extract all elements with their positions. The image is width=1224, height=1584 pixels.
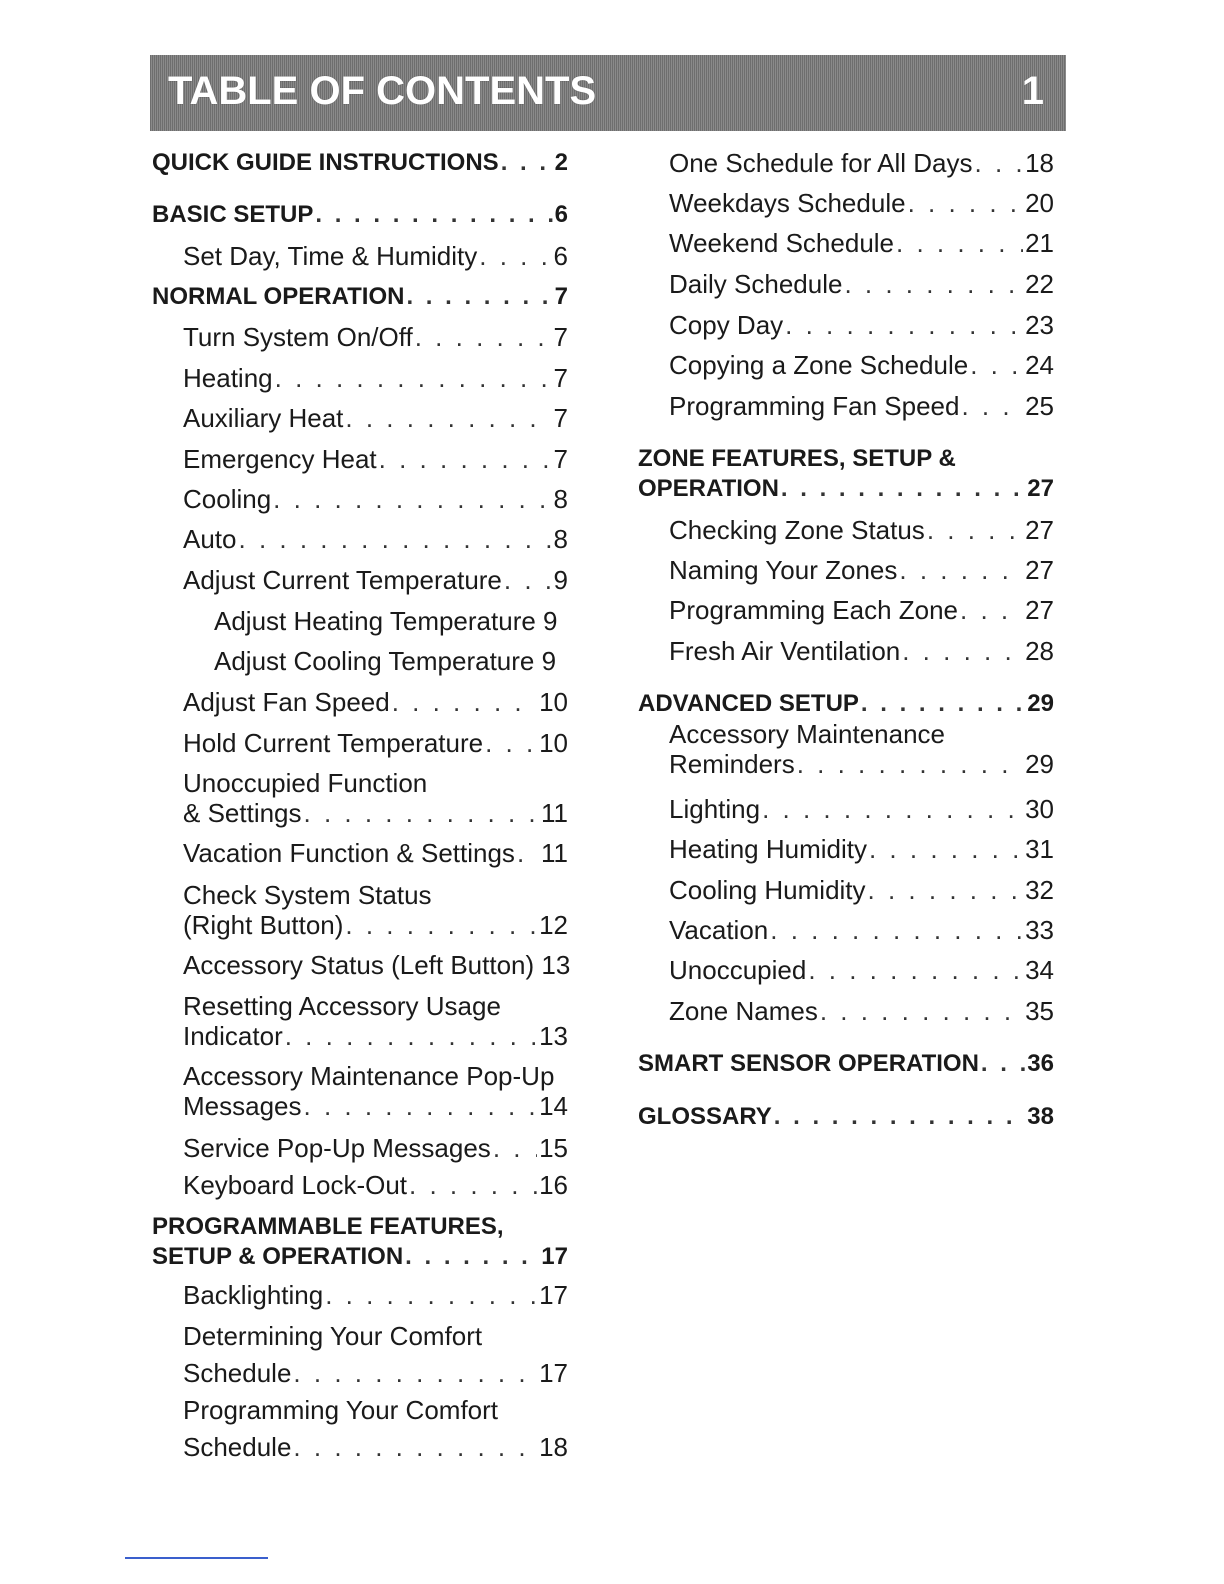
- toc-entry-title: Messages: [183, 1091, 302, 1121]
- toc-entry-line: [183, 910, 568, 940]
- toc-entry-line: [638, 444, 1054, 474]
- dot-leader: [975, 148, 1024, 178]
- toc-entry: [638, 228, 1054, 258]
- dot-leader: [285, 1021, 537, 1051]
- toc-entry-line: [638, 689, 1054, 719]
- toc-entry-title: Adjust Heating Temperature 9: [214, 606, 558, 636]
- toc-entry-title: Emergency Heat: [183, 444, 377, 474]
- toc-entry-line: [183, 322, 568, 352]
- dot-leader: [479, 241, 551, 271]
- toc-entry-page: 6: [554, 201, 568, 228]
- toc-entry-page: 27: [1025, 515, 1054, 545]
- dot-leader: [517, 838, 539, 868]
- dot-leader: [406, 282, 552, 312]
- dot-leader: [902, 636, 1023, 666]
- toc-entry-title: Cooling: [183, 484, 272, 514]
- toc-entry-page: 35: [1025, 996, 1054, 1026]
- dot-leader: [415, 322, 552, 352]
- toc-entry-title: Copy Day: [669, 310, 784, 340]
- toc-entry-line: [183, 798, 568, 828]
- toc-entry-line: [669, 915, 1054, 945]
- toc-entry-line: [669, 636, 1054, 666]
- toc-entry-title: SETUP & OPERATION: [152, 1243, 404, 1270]
- toc-entry-line: [669, 749, 1054, 779]
- toc-entry-title: Hold Current Temperature: [183, 728, 484, 758]
- toc-entry-line: [669, 834, 1054, 864]
- dot-leader: [820, 996, 1023, 1026]
- toc-entry: [638, 1049, 1054, 1079]
- toc-entry: [152, 484, 568, 514]
- page-title: TABLE OF CONTENTS: [168, 69, 597, 113]
- toc-entry-page: 11: [541, 838, 568, 868]
- dot-leader: [293, 1358, 537, 1388]
- dot-leader: [315, 200, 552, 230]
- toc-entry-page: 31: [1025, 834, 1054, 864]
- toc-entry-line: [669, 350, 1054, 380]
- dot-leader: [762, 794, 1023, 824]
- toc-entry: [638, 794, 1054, 824]
- dot-leader: [493, 1133, 537, 1163]
- dot-leader: [797, 749, 1023, 779]
- toc-entry: [152, 1358, 568, 1388]
- toc-entry: [152, 444, 568, 474]
- toc-entry-page: 17: [539, 1280, 568, 1310]
- toc-entry-title: Resetting Accessory Usage: [183, 991, 501, 1021]
- dot-leader: [304, 798, 539, 828]
- dot-leader: [961, 391, 1023, 421]
- dot-leader: [774, 1102, 1026, 1132]
- toc-entry-title: GLOSSARY: [638, 1103, 772, 1130]
- toc-entry-title: Programming Your Comfort: [183, 1395, 499, 1425]
- toc-entry: [152, 1170, 568, 1200]
- toc-entry-title: Vacation Function & Settings: [183, 838, 515, 868]
- toc-header-bar: [150, 55, 1066, 131]
- footer-rule: [125, 1557, 268, 1559]
- toc-entry-line: [183, 1021, 568, 1051]
- toc-entry-line: [669, 515, 1054, 545]
- toc-entry-page: 8: [553, 524, 568, 554]
- toc-entry-page: 36: [1027, 1050, 1054, 1077]
- dot-leader: [501, 148, 553, 178]
- toc-entry: [152, 148, 568, 178]
- toc-entry-title: (Right Button): [183, 910, 344, 940]
- toc-entry-title: OPERATION: [638, 475, 779, 502]
- toc-entry-title: & Settings: [183, 798, 302, 828]
- toc-entry: [152, 363, 568, 393]
- toc-entry-page: 8: [553, 484, 568, 514]
- toc-entry-title: Accessory Status (Left Button) 13: [183, 950, 571, 980]
- toc-entry-title: Keyboard Lock-Out: [183, 1170, 408, 1200]
- toc-entry: [152, 1061, 568, 1121]
- toc-entry-title: Daily Schedule: [669, 269, 843, 299]
- toc-entry-title: Service Pop-Up Messages: [183, 1133, 491, 1163]
- toc-entry: [152, 646, 568, 676]
- dot-leader: [869, 834, 1023, 864]
- toc-entry-line: [669, 269, 1054, 299]
- toc-entry: [152, 241, 568, 271]
- toc-entry: [638, 915, 1054, 945]
- toc-entry-line: [183, 1170, 568, 1200]
- toc-entry-title: Naming Your Zones: [669, 555, 898, 585]
- toc-entry: [152, 322, 568, 352]
- toc-entry-title: Auxiliary Heat: [183, 403, 344, 433]
- toc-entry-title: Auto: [183, 524, 237, 554]
- toc-entry: [152, 950, 571, 980]
- toc-entry-page: 27: [1027, 475, 1054, 502]
- toc-entry: [152, 991, 568, 1051]
- toc-entry-page: 32: [1025, 875, 1054, 905]
- toc-entry-title: Backlighting: [183, 1280, 324, 1310]
- toc-entry: [152, 524, 568, 554]
- toc-entry: [152, 1133, 568, 1163]
- toc-entry-line: [183, 991, 568, 1021]
- toc-entry-title: Reminders: [669, 749, 795, 779]
- dot-leader: [485, 728, 537, 758]
- toc-entry: [152, 1280, 568, 1310]
- toc-entry: [638, 996, 1054, 1026]
- toc-entry-line: [669, 595, 1054, 625]
- dot-leader: [899, 555, 1023, 585]
- toc-entry-page: 23: [1025, 310, 1054, 340]
- toc-entry-title: Zone Names: [669, 996, 818, 1026]
- toc-entry-title: Schedule: [183, 1432, 292, 1462]
- toc-entry: [638, 875, 1054, 905]
- toc-entry-line: [214, 606, 568, 636]
- toc-entry: [638, 188, 1054, 218]
- toc-entry: [638, 391, 1054, 421]
- toc-entry-line: [669, 719, 1054, 749]
- toc-entry-title: QUICK GUIDE INSTRUCTIONS: [152, 149, 499, 176]
- toc-entry-line: [183, 687, 568, 717]
- toc-entry-line: [183, 1358, 568, 1388]
- toc-entry-title: Adjust Cooling Temperature 9: [214, 646, 557, 676]
- toc-entry-title: Heating: [183, 363, 273, 393]
- toc-entry-page: 18: [539, 1432, 568, 1462]
- toc-entry: [152, 728, 568, 758]
- toc-entry-page: 18: [1025, 148, 1054, 178]
- toc-entry-page: 21: [1025, 228, 1054, 258]
- toc-entry-page: 10: [539, 728, 568, 758]
- toc-entry-title: Unoccupied: [669, 955, 807, 985]
- toc-entry: [152, 880, 568, 940]
- dot-leader: [785, 310, 1023, 340]
- toc-entry-line: [669, 555, 1054, 585]
- toc-entry-title: Programming Fan Speed: [669, 391, 960, 421]
- dot-leader: [770, 915, 1023, 945]
- toc-entry: [152, 1321, 568, 1351]
- dot-leader: [273, 484, 551, 514]
- toc-entry-line: [183, 1321, 568, 1351]
- toc-entry-title: Set Day, Time & Humidity: [183, 241, 478, 271]
- toc-entry-line: [669, 794, 1054, 824]
- toc-entry-title: Check System Status: [183, 880, 432, 910]
- toc-entry-line: [183, 484, 568, 514]
- toc-entry-line: [214, 646, 568, 676]
- toc-entry-line: [638, 1049, 1054, 1079]
- toc-entry-title: NORMAL OPERATION: [152, 283, 405, 310]
- dot-leader: [808, 955, 1023, 985]
- toc-entry-page: 2: [554, 149, 568, 176]
- dot-leader: [844, 269, 1023, 299]
- toc-entry: [638, 955, 1054, 985]
- dot-leader: [960, 595, 1023, 625]
- toc-entry-title: Checking Zone Status: [669, 515, 925, 545]
- toc-entry-title: Turn System On/Off: [183, 322, 413, 352]
- dot-leader: [908, 188, 1024, 218]
- toc-entry-title: Schedule: [183, 1358, 292, 1388]
- toc-entry-page: 27: [1025, 555, 1054, 585]
- toc-entry: [152, 768, 568, 828]
- toc-entry-title: Copying a Zone Schedule: [669, 350, 969, 380]
- toc-entry: [638, 310, 1054, 340]
- toc-entry-line: [669, 228, 1054, 258]
- toc-entry-page: 11: [541, 798, 568, 828]
- toc-entry-line: [669, 148, 1054, 178]
- toc-entry-page: 14: [539, 1091, 568, 1121]
- dot-leader: [970, 350, 1023, 380]
- dot-leader: [504, 565, 552, 595]
- dot-leader: [325, 1280, 537, 1310]
- toc-entry-line: [183, 1061, 568, 1091]
- toc-entry: [638, 1102, 1054, 1132]
- toc-entry-line: [669, 310, 1054, 340]
- toc-entry: [152, 1395, 568, 1425]
- toc-entry-line: [183, 241, 568, 271]
- toc-entry-line: [638, 474, 1054, 504]
- toc-entry: [152, 565, 568, 595]
- toc-entry-page: 10: [539, 687, 568, 717]
- toc-entry-title: One Schedule for All Days: [669, 148, 973, 178]
- toc-entry-title: Adjust Current Temperature: [183, 565, 502, 595]
- toc-entry-title: Determining Your Comfort: [183, 1321, 483, 1351]
- toc-entry: [152, 282, 568, 312]
- toc-entry-page: 20: [1025, 188, 1054, 218]
- toc-entry-page: 29: [1027, 690, 1054, 717]
- dot-leader: [861, 689, 1025, 719]
- toc-entry: [638, 444, 1054, 504]
- toc-entry: [152, 200, 568, 230]
- toc-entry-line: [183, 1395, 568, 1425]
- toc-entry-line: [183, 444, 568, 474]
- dot-leader: [405, 1242, 539, 1272]
- toc-entry-title: Indicator: [183, 1021, 283, 1051]
- toc-entry-title: Accessory Maintenance: [669, 719, 946, 749]
- toc-entry: [638, 595, 1054, 625]
- toc-entry-line: [152, 1212, 568, 1242]
- toc-entry-page: 15: [539, 1133, 568, 1163]
- dot-leader: [239, 524, 552, 554]
- dot-leader: [275, 363, 552, 393]
- toc-entry-line: [669, 875, 1054, 905]
- dot-leader: [781, 474, 1025, 504]
- toc-entry-line: [183, 1432, 568, 1462]
- toc-entry-page: 22: [1025, 269, 1054, 299]
- toc-entry-title: Adjust Fan Speed: [183, 687, 390, 717]
- toc-entry-line: [669, 391, 1054, 421]
- toc-entry: [638, 269, 1054, 299]
- dot-leader: [345, 910, 537, 940]
- toc-entry: [152, 1432, 568, 1462]
- dot-leader: [981, 1049, 1025, 1079]
- toc-entry-page: 7: [554, 283, 568, 310]
- toc-entry-line: [152, 200, 568, 230]
- dot-leader: [896, 228, 1023, 258]
- toc-entry-page: 27: [1025, 595, 1054, 625]
- toc-entry-line: [669, 955, 1054, 985]
- toc-entry-page: 9: [553, 565, 568, 595]
- toc-entry-page: 30: [1025, 794, 1054, 824]
- toc-entry-page: 6: [553, 241, 568, 271]
- toc-entry-title: Fresh Air Ventilation: [669, 636, 901, 666]
- toc-entry-line: [183, 403, 568, 433]
- dot-leader: [293, 1432, 537, 1462]
- toc-entry-line: [669, 996, 1054, 1026]
- toc-entry-page: 17: [539, 1358, 568, 1388]
- toc-entry: [152, 687, 568, 717]
- toc-entry: [638, 515, 1054, 545]
- page-number: 1: [1021, 69, 1044, 113]
- toc-entry: [638, 636, 1054, 666]
- toc-entry-page: 29: [1025, 749, 1054, 779]
- toc-entry-page: 7: [553, 322, 568, 352]
- toc-entry-line: [183, 950, 571, 980]
- toc-entry-title: ZONE FEATURES, SETUP &: [638, 445, 956, 472]
- toc-entry-page: 7: [553, 363, 568, 393]
- toc-entry-title: Programming Each Zone: [669, 595, 959, 625]
- toc-entry-line: [183, 1280, 568, 1310]
- toc-entry-line: [183, 1091, 568, 1121]
- toc-entry-page: 16: [539, 1170, 568, 1200]
- toc-entry-page: 33: [1025, 915, 1054, 945]
- toc-entry-page: 13: [539, 1021, 568, 1051]
- toc-entry: [152, 1212, 568, 1272]
- toc-entry-title: Cooling Humidity: [669, 875, 866, 905]
- toc-entry-page: 12: [539, 910, 568, 940]
- toc-entry-title: Lighting: [669, 794, 761, 824]
- toc-entry-page: 24: [1025, 350, 1054, 380]
- dot-leader: [927, 515, 1023, 545]
- toc-entry-line: [183, 728, 568, 758]
- toc-entry-title: Weekdays Schedule: [669, 188, 906, 218]
- dot-leader: [345, 403, 551, 433]
- toc-entry: [638, 719, 1054, 779]
- dot-leader: [379, 444, 552, 474]
- toc-entry-line: [183, 838, 568, 868]
- toc-entry: [152, 403, 568, 433]
- toc-entry-title: SMART SENSOR OPERATION: [638, 1050, 979, 1077]
- toc-entry: [638, 555, 1054, 585]
- toc-entry-line: [183, 880, 568, 910]
- dot-leader: [304, 1091, 538, 1121]
- toc-entry: [152, 838, 568, 868]
- toc-entry-line: [669, 188, 1054, 218]
- toc-entry-page: 28: [1025, 636, 1054, 666]
- toc-entry-line: [183, 768, 568, 798]
- dot-leader: [392, 687, 537, 717]
- toc-entry-line: [638, 1102, 1054, 1132]
- toc-entry-line: [152, 282, 568, 312]
- toc-entry-line: [183, 524, 568, 554]
- toc-entry-title: Unoccupied Function: [183, 768, 428, 798]
- toc-entry-page: 38: [1027, 1103, 1054, 1130]
- toc-entry-title: BASIC SETUP: [152, 201, 314, 228]
- toc-entry-page: 17: [541, 1243, 568, 1270]
- toc-entry-title: Accessory Maintenance Pop-Up: [183, 1061, 555, 1091]
- toc-entry: [638, 689, 1054, 719]
- toc-entry-title: PROGRAMMABLE FEATURES,: [152, 1213, 504, 1240]
- toc-entry-page: 25: [1025, 391, 1054, 421]
- toc-entry-page: 7: [553, 403, 568, 433]
- toc-entry-line: [152, 148, 568, 178]
- toc-entry-page: 7: [553, 444, 568, 474]
- toc-entry: [152, 606, 568, 636]
- toc-entry-title: Vacation: [669, 915, 769, 945]
- toc-entry-page: 34: [1025, 955, 1054, 985]
- toc-entry-line: [152, 1242, 568, 1272]
- dot-leader: [868, 875, 1024, 905]
- toc-entry-line: [183, 1133, 568, 1163]
- dot-leader: [409, 1170, 537, 1200]
- toc-entry-line: [183, 565, 568, 595]
- toc-entry-title: Heating Humidity: [669, 834, 867, 864]
- toc-entry: [638, 350, 1054, 380]
- toc-entry-line: [183, 363, 568, 393]
- toc-entry-title: Weekend Schedule: [669, 228, 895, 258]
- toc-entry: [638, 834, 1054, 864]
- toc-entry-title: ADVANCED SETUP: [638, 690, 859, 717]
- toc-entry: [638, 148, 1054, 178]
